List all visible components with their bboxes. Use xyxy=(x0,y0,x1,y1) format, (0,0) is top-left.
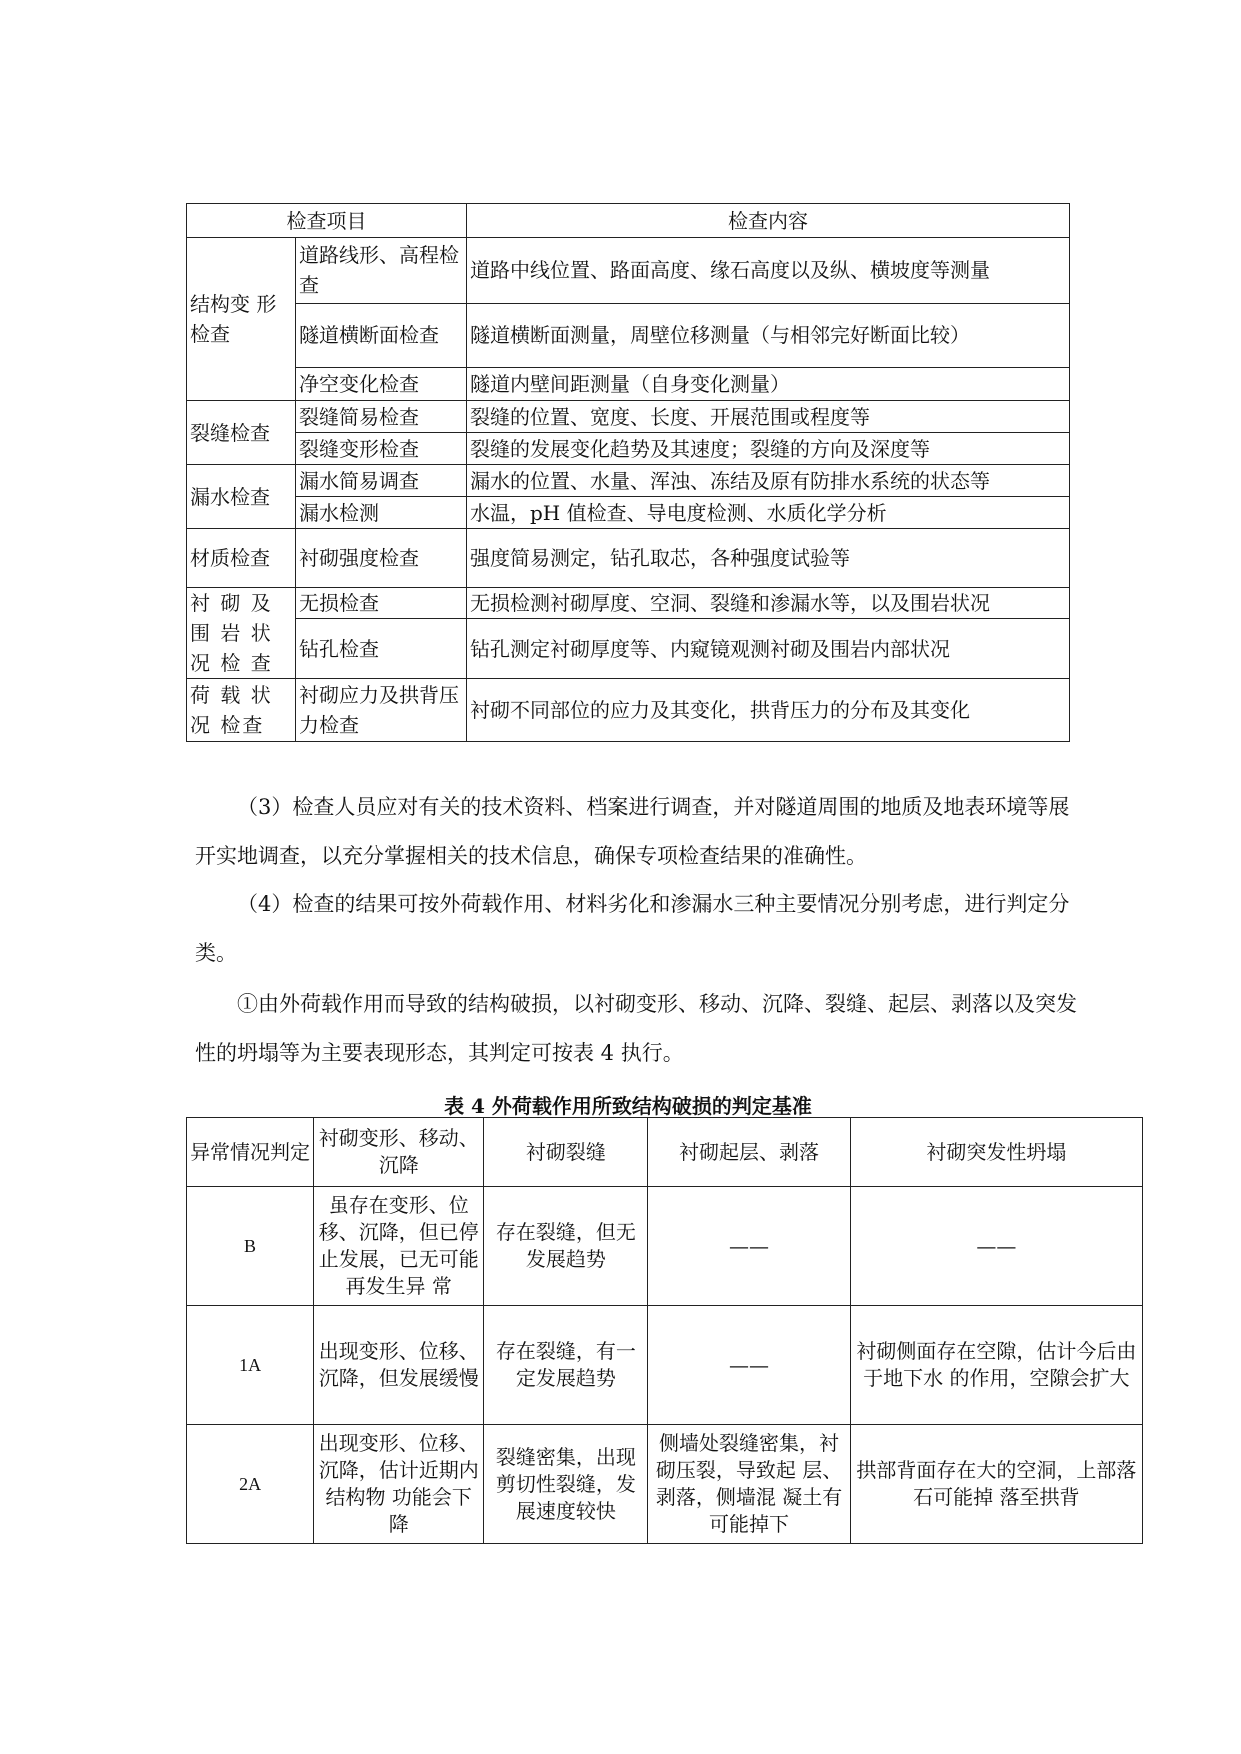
item-cell: 道路线形、高程检查 xyxy=(296,238,467,304)
category-cell: 裂缝检查 xyxy=(187,401,296,465)
table-row xyxy=(187,1306,1143,1425)
deform-cell: 出现变形、位移、沉降，但发展缓慢 xyxy=(314,1306,484,1425)
table-row xyxy=(187,679,1070,742)
item-cell: 衬砌应力及拱背压力检查 xyxy=(296,679,467,742)
content-cell: 强度简易测定，钻孔取芯，各种强度试验等 xyxy=(467,529,1070,588)
header-collapse: 衬砌突发性坍塌 xyxy=(850,1118,1142,1187)
content-cell: 隧道内壁间距测量（自身变化测量） xyxy=(467,367,1070,400)
inspection-items-table xyxy=(186,203,1070,742)
paragraph-3-text: （3）检查人员应对有关的技术资料、档案进行调查，并对隧道周围的地质及地表环境等展开实地调查，以充分掌握相关的技术信息，确保专项检查结果的准确性。 xyxy=(195,795,1070,868)
category-cell: 漏水检查 xyxy=(187,465,296,529)
category-cell: 衬 砌 及 围 岩 状 况 检 查 xyxy=(187,588,296,679)
collapse-cell: 拱部背面存在大的空洞，上部落石可能掉 落至拱背 xyxy=(850,1425,1142,1544)
content-cell: 隧道横断面测量，周壁位移测量（与相邻完好断面比较） xyxy=(467,303,1070,367)
content-cell: 裂缝的发展变化趋势及其速度；裂缝的方向及深度等 xyxy=(467,433,1070,465)
table-row xyxy=(187,497,1070,529)
content-cell: 漏水的位置、水量、浑浊、冻结及原有防排水系统的状态等 xyxy=(467,465,1070,497)
table-row xyxy=(187,433,1070,465)
table-row xyxy=(187,238,1070,304)
content-cell: 道路中线位置、路面高度、缘石高度以及纵、横坡度等测量 xyxy=(467,238,1070,304)
deform-cell: 虽存在变形、位移、沉降，但已停止发展，已无可能再发生异 常 xyxy=(314,1187,484,1306)
table-row xyxy=(187,465,1070,497)
peel-cell: 侧墙处裂缝密集，衬砌压裂，导致起 层、剥落，侧墙混 凝土有可能掉下 xyxy=(648,1425,850,1544)
item-cell: 净空变化检查 xyxy=(296,367,467,400)
deform-cell: 出现变形、位移、沉降，估计近期内结构物 功能会下降 xyxy=(314,1425,484,1544)
header-peel: 衬砌起层、剥落 xyxy=(648,1118,850,1187)
table-header-row xyxy=(187,204,1070,238)
grade-cell: 2A xyxy=(187,1425,314,1544)
table-header-row xyxy=(187,1118,1143,1187)
category-cell: 材质检查 xyxy=(187,529,296,588)
paragraph-4 xyxy=(195,880,1085,978)
content-cell: 水温，pH 值检查、导电度检测、水质化学分析 xyxy=(467,497,1070,529)
paragraph-5 xyxy=(195,980,1085,1078)
crack-cell: 存在裂缝，但无发展趋势 xyxy=(484,1187,648,1306)
table-row xyxy=(187,1187,1143,1306)
item-cell: 无损检查 xyxy=(296,588,467,619)
header-inspection-content: 检查内容 xyxy=(467,204,1070,238)
grade-cell: B xyxy=(187,1187,314,1306)
table-row xyxy=(187,588,1070,619)
paragraph-4-text: （4）检查的结果可按外荷载作用、材料劣化和渗漏水三种主要情况分别考虑，进行判定分类。 xyxy=(195,892,1070,965)
header-crack: 衬砌裂缝 xyxy=(484,1118,648,1187)
damage-criteria-table xyxy=(186,1117,1143,1544)
table-row xyxy=(187,1425,1143,1544)
item-cell: 隧道横断面检查 xyxy=(296,303,467,367)
category-cell: 结构变 形检查 xyxy=(187,238,296,401)
content-cell: 无损检测衬砌厚度、空洞、裂缝和渗漏水等，以及围岩状况 xyxy=(467,588,1070,619)
header-grade: 异常情况判定 xyxy=(187,1118,314,1187)
item-cell: 漏水检测 xyxy=(296,497,467,529)
item-cell: 漏水简易调查 xyxy=(296,465,467,497)
header-inspection-item: 检查项目 xyxy=(187,204,467,238)
table-row xyxy=(187,619,1070,679)
item-cell: 钻孔检查 xyxy=(296,619,467,679)
content-cell: 钻孔测定衬砌厚度等、内窥镜观测衬砌及围岩内部状况 xyxy=(467,619,1070,679)
table-row xyxy=(187,303,1070,367)
item-cell: 裂缝简易检查 xyxy=(296,401,467,433)
crack-cell: 裂缝密集，出现剪切性裂缝，发展速度较快 xyxy=(484,1425,648,1544)
grade-cell: 1A xyxy=(187,1306,314,1425)
table-caption: 表 4 外荷载作用所致结构破损的判定基准 xyxy=(444,1094,812,1118)
paragraph-3 xyxy=(195,783,1085,881)
header-deform: 衬砌变形、移动、沉降 xyxy=(314,1118,484,1187)
paragraph-5-text: ①由外荷载作用而导致的结构破损，以衬砌变形、移动、沉降、裂缝、起层、剥落以及突发性的坍塌等为主要表现形态，其判定可按表 4 执行。 xyxy=(195,992,1077,1065)
collapse-cell: 衬砌侧面存在空隙，估计今后由于地下水 的作用，空隙会扩大 xyxy=(850,1306,1142,1425)
peel-cell: —— xyxy=(648,1306,850,1425)
table-row xyxy=(187,401,1070,433)
content-cell: 衬砌不同部位的应力及其变化，拱背压力的分布及其变化 xyxy=(467,679,1070,742)
table-row xyxy=(187,529,1070,588)
collapse-cell: —— xyxy=(850,1187,1142,1306)
crack-cell: 存在裂缝，有一定发展趋势 xyxy=(484,1306,648,1425)
category-cell: 荷 载 状 况 检查 xyxy=(187,679,296,742)
content-cell: 裂缝的位置、宽度、长度、开展范围或程度等 xyxy=(467,401,1070,433)
item-cell: 裂缝变形检查 xyxy=(296,433,467,465)
table-row xyxy=(187,367,1070,400)
peel-cell: —— xyxy=(648,1187,850,1306)
item-cell: 衬砌强度检查 xyxy=(296,529,467,588)
